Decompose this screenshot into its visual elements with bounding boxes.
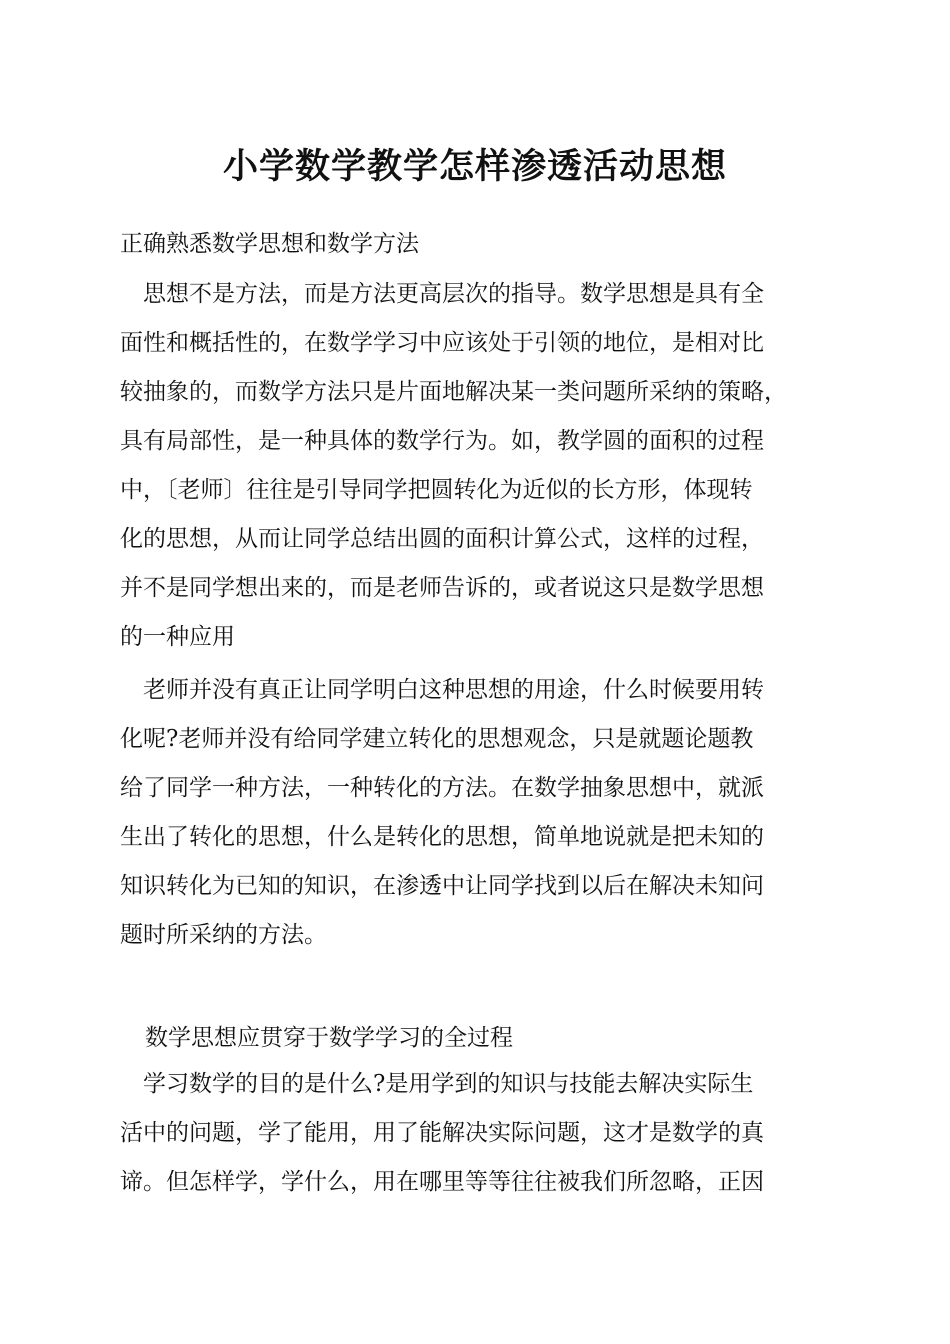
text-line: 的一种应用 bbox=[120, 624, 235, 650]
text-line: 化呢?老师并没有给同学建立转化的思想观念，只是就题论题教 bbox=[120, 726, 754, 752]
text-line: 生出了转化的思想，什么是转化的思想，简单地说就是把未知的 bbox=[120, 824, 764, 850]
text-line: 谛。但怎样学，学什么，用在哪里等等往往被我们所忽略，正因 bbox=[120, 1169, 764, 1195]
text-line: 并不是同学想出来的，而是老师告诉的，或者说这只是数学思想 bbox=[120, 575, 764, 601]
section1-paragraph-2 bbox=[120, 666, 840, 960]
section1-paragraph-1 bbox=[120, 270, 840, 662]
text-line: 给了同学一种方法，一种转化的方法。在数学抽象思想中，就派 bbox=[120, 775, 764, 801]
text-line: 知识转化为已知的知识，在渗透中让同学找到以后在解决未知问 bbox=[120, 873, 764, 899]
section2-paragraph-1 bbox=[120, 1060, 840, 1207]
text-line: 具有局部性，是一种具体的数学行为。如，教学圆的面积的过程 bbox=[120, 428, 764, 454]
text-line: 面性和概括性的，在数学学习中应该处于引领的地位，是相对比 bbox=[120, 330, 764, 356]
text-line: 思想不是方法，而是方法更高层次的指导。数学思想是具有全 bbox=[120, 281, 764, 307]
text-line: 活中的问题，学了能用，用了能解决实际问题，这才是数学的真 bbox=[120, 1120, 764, 1146]
section-heading-1: 正确熟悉数学思想和数学方法 bbox=[120, 231, 419, 257]
text-line: 老师并没有真正让同学明白这种思想的用途，什么时候要用转 bbox=[120, 677, 764, 703]
text-line: 学习数学的目的是什么?是用学到的知识与技能去解决实际生 bbox=[120, 1071, 754, 1097]
section-heading-2: 数学思想应贯穿于数学学习的全过程 bbox=[145, 1025, 513, 1051]
text-line: 化的思想，从而让同学总结出圆的面积计算公式，这样的过程， bbox=[120, 526, 764, 552]
text-line: 较抽象的，而数学方法只是片面地解决某一类问题所采纳的策略， bbox=[120, 379, 787, 405]
text-line: 题时所采纳的方法。 bbox=[120, 922, 327, 948]
document-title: 小学数学教学怎样渗透活动思想 bbox=[222, 146, 727, 187]
text-line: 中，〔老师〕往往是引导同学把圆转化为近似的长方形，体现转 bbox=[120, 477, 753, 503]
